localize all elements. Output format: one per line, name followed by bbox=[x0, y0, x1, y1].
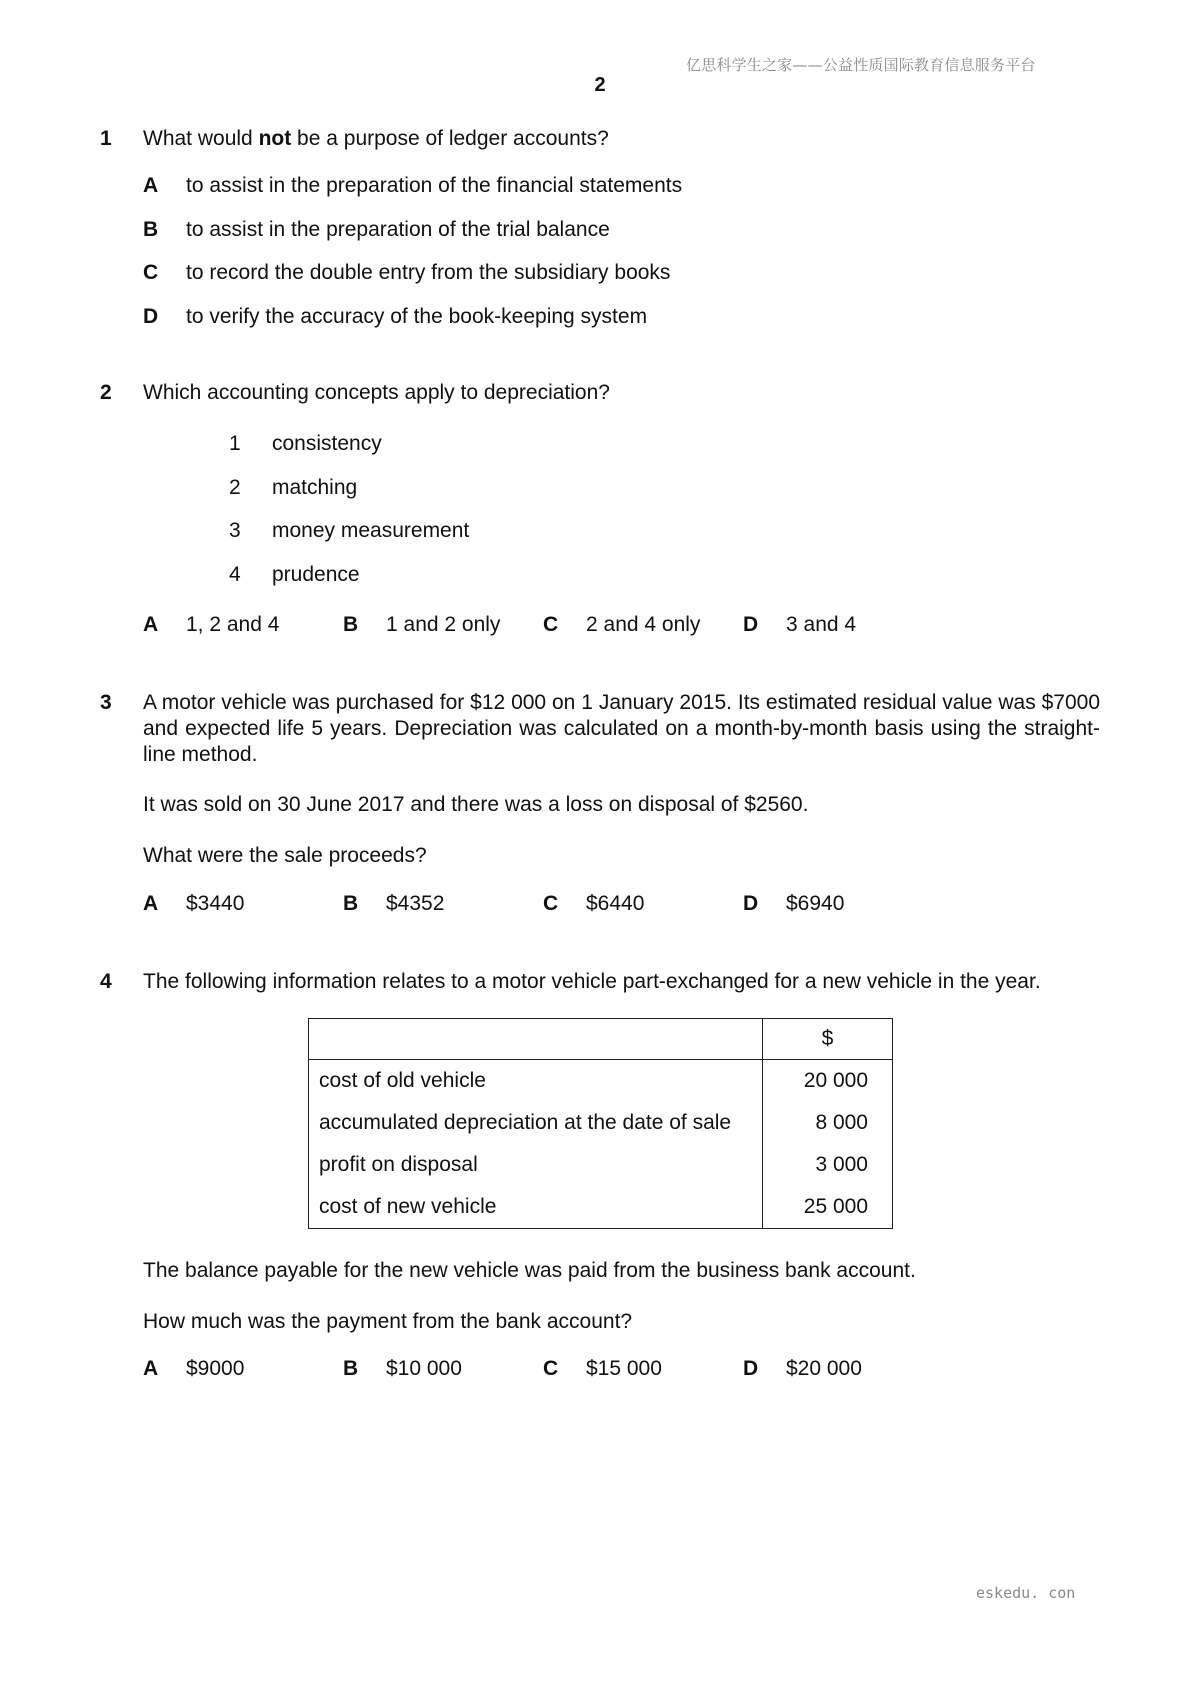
option-text: $6440 bbox=[586, 892, 645, 915]
paragraph-text: The balance payable for the new vehicle was paid from the business bank account. bbox=[143, 1259, 916, 1282]
question-number: 3 bbox=[100, 691, 112, 714]
option-letter: C bbox=[543, 892, 559, 915]
option-letter: D bbox=[743, 1357, 759, 1380]
option-text: to record the double entry from the subsidiary books bbox=[186, 261, 671, 284]
option-text: $6940 bbox=[786, 892, 845, 915]
table-row bbox=[309, 1102, 893, 1144]
question-number: 1 bbox=[100, 127, 112, 150]
table-header-cell bbox=[309, 1019, 763, 1060]
option-text: $10 000 bbox=[386, 1357, 462, 1380]
statement-number: 3 bbox=[229, 519, 241, 542]
question-number: 4 bbox=[100, 970, 112, 993]
table-cell-amount: 3 000 bbox=[763, 1144, 893, 1186]
option-text: to assist in the preparation of the financial statements bbox=[186, 174, 683, 197]
option-text: to assist in the preparation of the trial balance bbox=[186, 218, 610, 241]
option-letter: A bbox=[143, 1357, 159, 1380]
option-letter: D bbox=[743, 892, 759, 915]
table-cell-label: profit on disposal bbox=[309, 1144, 763, 1186]
option-text: $15 000 bbox=[586, 1357, 662, 1380]
table-cell-label: cost of old vehicle bbox=[309, 1060, 763, 1103]
option-letter: A bbox=[143, 613, 159, 636]
option-text: $20 000 bbox=[786, 1357, 862, 1380]
table-row bbox=[309, 1144, 893, 1186]
header-watermark: 亿思科学生之家——公益性质国际教育信息服务平台 bbox=[686, 56, 1036, 74]
option-letter: C bbox=[543, 613, 559, 636]
prompt-text: What were the sale proceeds? bbox=[143, 844, 427, 867]
question-number: 2 bbox=[100, 381, 112, 404]
option-text: to verify the accuracy of the book-keeping system bbox=[186, 305, 648, 328]
option-letter: C bbox=[543, 1357, 559, 1380]
statement-number: 4 bbox=[229, 563, 241, 586]
paragraph-text: It was sold on 30 June 2017 and there was a loss on disposal of $2560. bbox=[143, 793, 809, 816]
question-paragraph-1: A motor vehicle was purchased for $12 000 on 1 January 2015. Its estimated residual value was $7000 and expected life 5 years. Depreciation was calculated on a month-by-month basis using the straight-line method. bbox=[143, 691, 1100, 766]
option-letter: B bbox=[343, 1357, 359, 1380]
table-header-row bbox=[309, 1019, 893, 1060]
table-cell-amount: 20 000 bbox=[763, 1060, 893, 1103]
prompt-text: How much was the payment from the bank account? bbox=[143, 1310, 633, 1333]
option-text: $9000 bbox=[186, 1357, 245, 1380]
option-text: 2 and 4 only bbox=[586, 613, 701, 636]
option-letter: B bbox=[343, 613, 359, 636]
statement-number: 2 bbox=[229, 476, 241, 499]
question-stem: What would not be a purpose of ledger accounts? bbox=[143, 127, 609, 150]
option-letter: C bbox=[143, 261, 159, 284]
table-cell-amount: 8 000 bbox=[763, 1102, 893, 1144]
statement-text: money measurement bbox=[272, 519, 470, 542]
option-letter: B bbox=[143, 218, 159, 241]
option-letter: B bbox=[343, 892, 359, 915]
table-cell-label: accumulated depreciation at the date of sale bbox=[309, 1102, 763, 1144]
question-stem: Which accounting concepts apply to depreciation? bbox=[143, 381, 610, 404]
statement-text: consistency bbox=[272, 432, 382, 455]
page-number: 2 bbox=[594, 74, 606, 96]
option-text: 1 and 2 only bbox=[386, 613, 501, 636]
table-row bbox=[309, 1060, 893, 1103]
table-header-currency: $ bbox=[763, 1019, 893, 1060]
vehicle-info-table bbox=[308, 1018, 893, 1229]
statement-text: prudence bbox=[272, 563, 360, 586]
option-letter: D bbox=[143, 305, 159, 328]
option-letter: A bbox=[143, 892, 159, 915]
option-text: $3440 bbox=[186, 892, 245, 915]
question-stem: The following information relates to a motor vehicle part-exchanged for a new vehicle in the year. bbox=[143, 970, 1041, 993]
table-row bbox=[309, 1186, 893, 1229]
footer-watermark: eskedu. con bbox=[976, 1584, 1076, 1602]
option-text: $4352 bbox=[386, 892, 445, 915]
emphasis-not: not bbox=[258, 127, 292, 150]
option-letter: A bbox=[143, 174, 159, 197]
option-letter: D bbox=[743, 613, 759, 636]
table-cell-amount: 25 000 bbox=[763, 1186, 893, 1229]
option-text: 1, 2 and 4 bbox=[186, 613, 280, 636]
statement-number: 1 bbox=[229, 432, 241, 455]
option-text: 3 and 4 bbox=[786, 613, 857, 636]
table-cell-label: cost of new vehicle bbox=[309, 1186, 763, 1229]
statement-text: matching bbox=[272, 476, 358, 499]
